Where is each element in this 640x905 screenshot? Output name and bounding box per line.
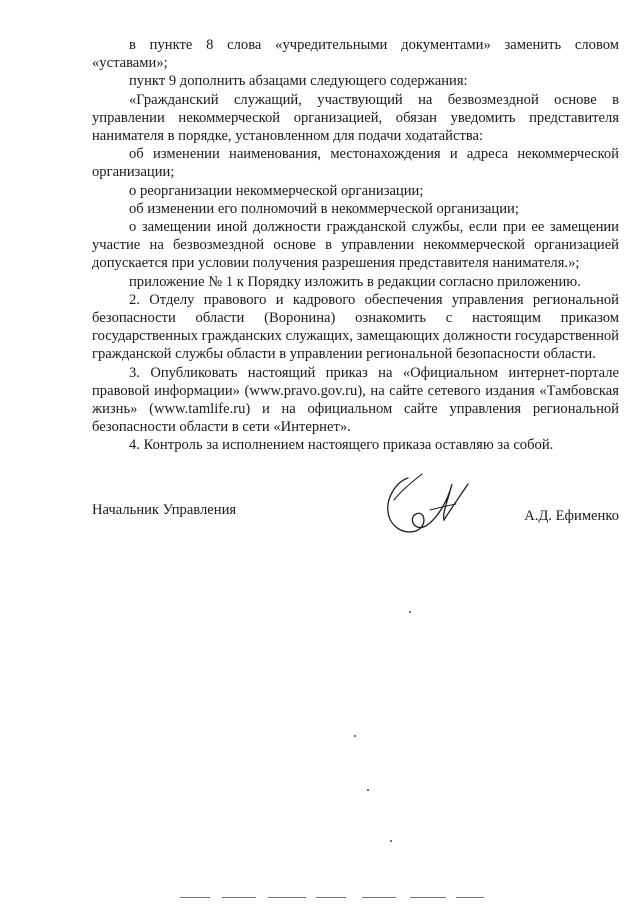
paragraph-item-8-wording: в пункте 8 слова «учредительными документами» заменить словом «уставами»; <box>92 37 619 72</box>
paragraph-name-change: об изменении наименования, местонахождения и адреса некоммерческой организации; <box>92 146 619 181</box>
footer-rule <box>456 897 484 898</box>
scan-speck <box>354 735 356 737</box>
scan-speck <box>367 789 369 791</box>
footer-rule <box>410 897 446 898</box>
footer-rule <box>316 897 346 898</box>
handwritten-signature <box>378 470 473 548</box>
paragraph-appendix-1: приложение № 1 к Порядку изложить в редакции согласно приложению. <box>129 273 581 290</box>
paragraph-other-position: о замещении иной должности гражданской службы, если при ее замещении участие на безвозмездной основе в управлении некоммерческой организацией допускается при условии получения разрешения представителя нанимателя.»; <box>92 219 619 272</box>
paragraph-powers-change: об изменении его полномочий в некоммерческой организации; <box>129 200 519 217</box>
signature-block <box>92 494 619 544</box>
footer-rule <box>180 897 210 898</box>
signer-title: Начальник Управления <box>92 502 237 518</box>
paragraph-clause-4: 4. Контроль за исполнением настоящего приказа оставляю за собой. <box>129 437 554 454</box>
paragraph-notification-duty: «Гражданский служащий, участвующий на безвозмездной основе в управлении некоммерческой организацией, обязан уведомить представителя нанимателя в порядке, установленном для подачи ходатайства: <box>92 91 619 145</box>
scan-speck <box>390 840 392 842</box>
paragraph-item-9-intro: пункт 9 дополнить абзацами следующего содержания: <box>129 73 468 90</box>
paragraph-reorganization: о реорганизации некоммерческой организации; <box>129 182 424 199</box>
scan-speck <box>409 611 411 613</box>
document-body <box>92 36 619 455</box>
paragraph-clause-2: 2. Отделу правового и кадрового обеспечения управления региональной безопасности области (Воронина) ознакомить с настоящим приказом государственных гражданских служащих, замещающих должности государственной гражданской службы области в управлении региональной безопасности области. <box>92 291 619 363</box>
footer-rule <box>268 897 306 898</box>
footer-rule <box>222 897 256 898</box>
footer-rule <box>362 897 396 898</box>
signer-name: А.Д. Ефименко <box>524 508 619 524</box>
paragraph-clause-3: 3. Опубликовать настоящий приказ на «Официальном интернет-портале правовой информации» (www.pravo.gov.ru), на сайте сетевого издания «Тамбовская жизнь» (www.tamlife.ru) и на официальном сайте управления региональной безопасности области в сети «Интернет». <box>92 364 619 436</box>
